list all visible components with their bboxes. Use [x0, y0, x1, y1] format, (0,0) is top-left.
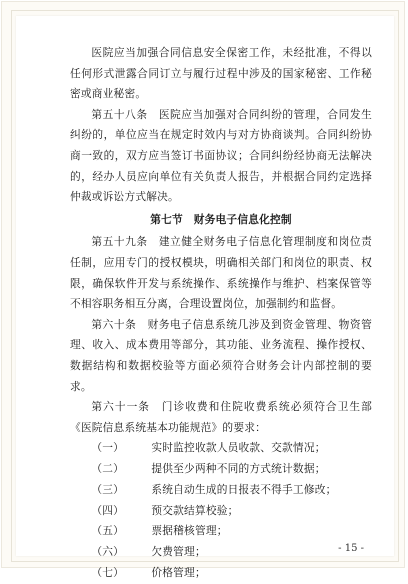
- list-item-number: （七）: [91, 566, 125, 580]
- list-item-number: （六）: [91, 545, 125, 559]
- list-item-number: （五）: [91, 524, 125, 538]
- document-body: [70, 43, 372, 584]
- page-frame: [1, 1, 405, 580]
- list-item-number: （二）: [91, 462, 125, 476]
- article-59: 第五十九条 建立健全财务电子信息化管理制度和岗位责任制，应用专门的授权模块，明确相关部门和岗位的职责、权限，确保软件开发与系统操作、系统操作与维护、档案保管等不相容职务相互分离，合理设置岗位，加强制约和监督。: [70, 235, 372, 311]
- list-item-number: （四）: [91, 503, 125, 517]
- list-item: [70, 563, 372, 584]
- list-item: [70, 438, 372, 459]
- section-heading: 第七节 财务电子信息化控制: [150, 212, 292, 226]
- page-number: - 15 -: [338, 543, 364, 554]
- list-item-text: 欠费管理；: [151, 545, 206, 559]
- list-item-text: 系统自动生成的日报表不得手工修改；: [151, 482, 337, 496]
- requirements-list: [70, 438, 372, 584]
- list-item-text: 价格管理；: [151, 566, 206, 580]
- list-item: [70, 480, 372, 501]
- list-item: [70, 459, 372, 480]
- list-item: [70, 501, 372, 522]
- article-61: 第六十一条 门诊收费和住院收费系统必须符合卫生部《医院信息系统基本功能规范》的要求：: [70, 400, 372, 434]
- list-item-text: 预交款结算校验；: [151, 503, 239, 517]
- list-item-number: （一）: [91, 441, 125, 455]
- list-item-text: 提供至少两种不同的方式统计数据；: [151, 462, 326, 476]
- list-item-text: 票据稽核管理；: [151, 524, 228, 538]
- paragraph-confidentiality: 医院应当加强合同信息安全保密工作，未经批准，不得以任何形式泄露合同订立与履行过程中涉及的国家秘密、工作秘密或商业秘密。: [70, 46, 372, 101]
- list-item-text: 实时监控收款人员收款、交款情况；: [151, 441, 326, 455]
- list-item: [70, 521, 372, 542]
- article-60: 第六十条 财务电子信息系统几涉及到资金管理、物资管理、收入、成本费用等部分，其功能、业务流程、操作授权、数据结构和数据校验等方面必须符合财务会计内部控制的要求。: [70, 317, 372, 393]
- article-58: 第五十八条 医院应当加强对合同纠纷的管理，合同发生纠纷的，单位应当在规定时效内与对方协商谈判。合同纠纷协商一致的，双方应当签订书面协议；合同纠纷经协商无法解决的，经办人员应向单位有关负责人报告，并根据合同约定选择仲裁或诉讼方式解决。: [70, 107, 372, 204]
- list-item-number: （三）: [91, 482, 125, 496]
- document-page: [16, 16, 394, 580]
